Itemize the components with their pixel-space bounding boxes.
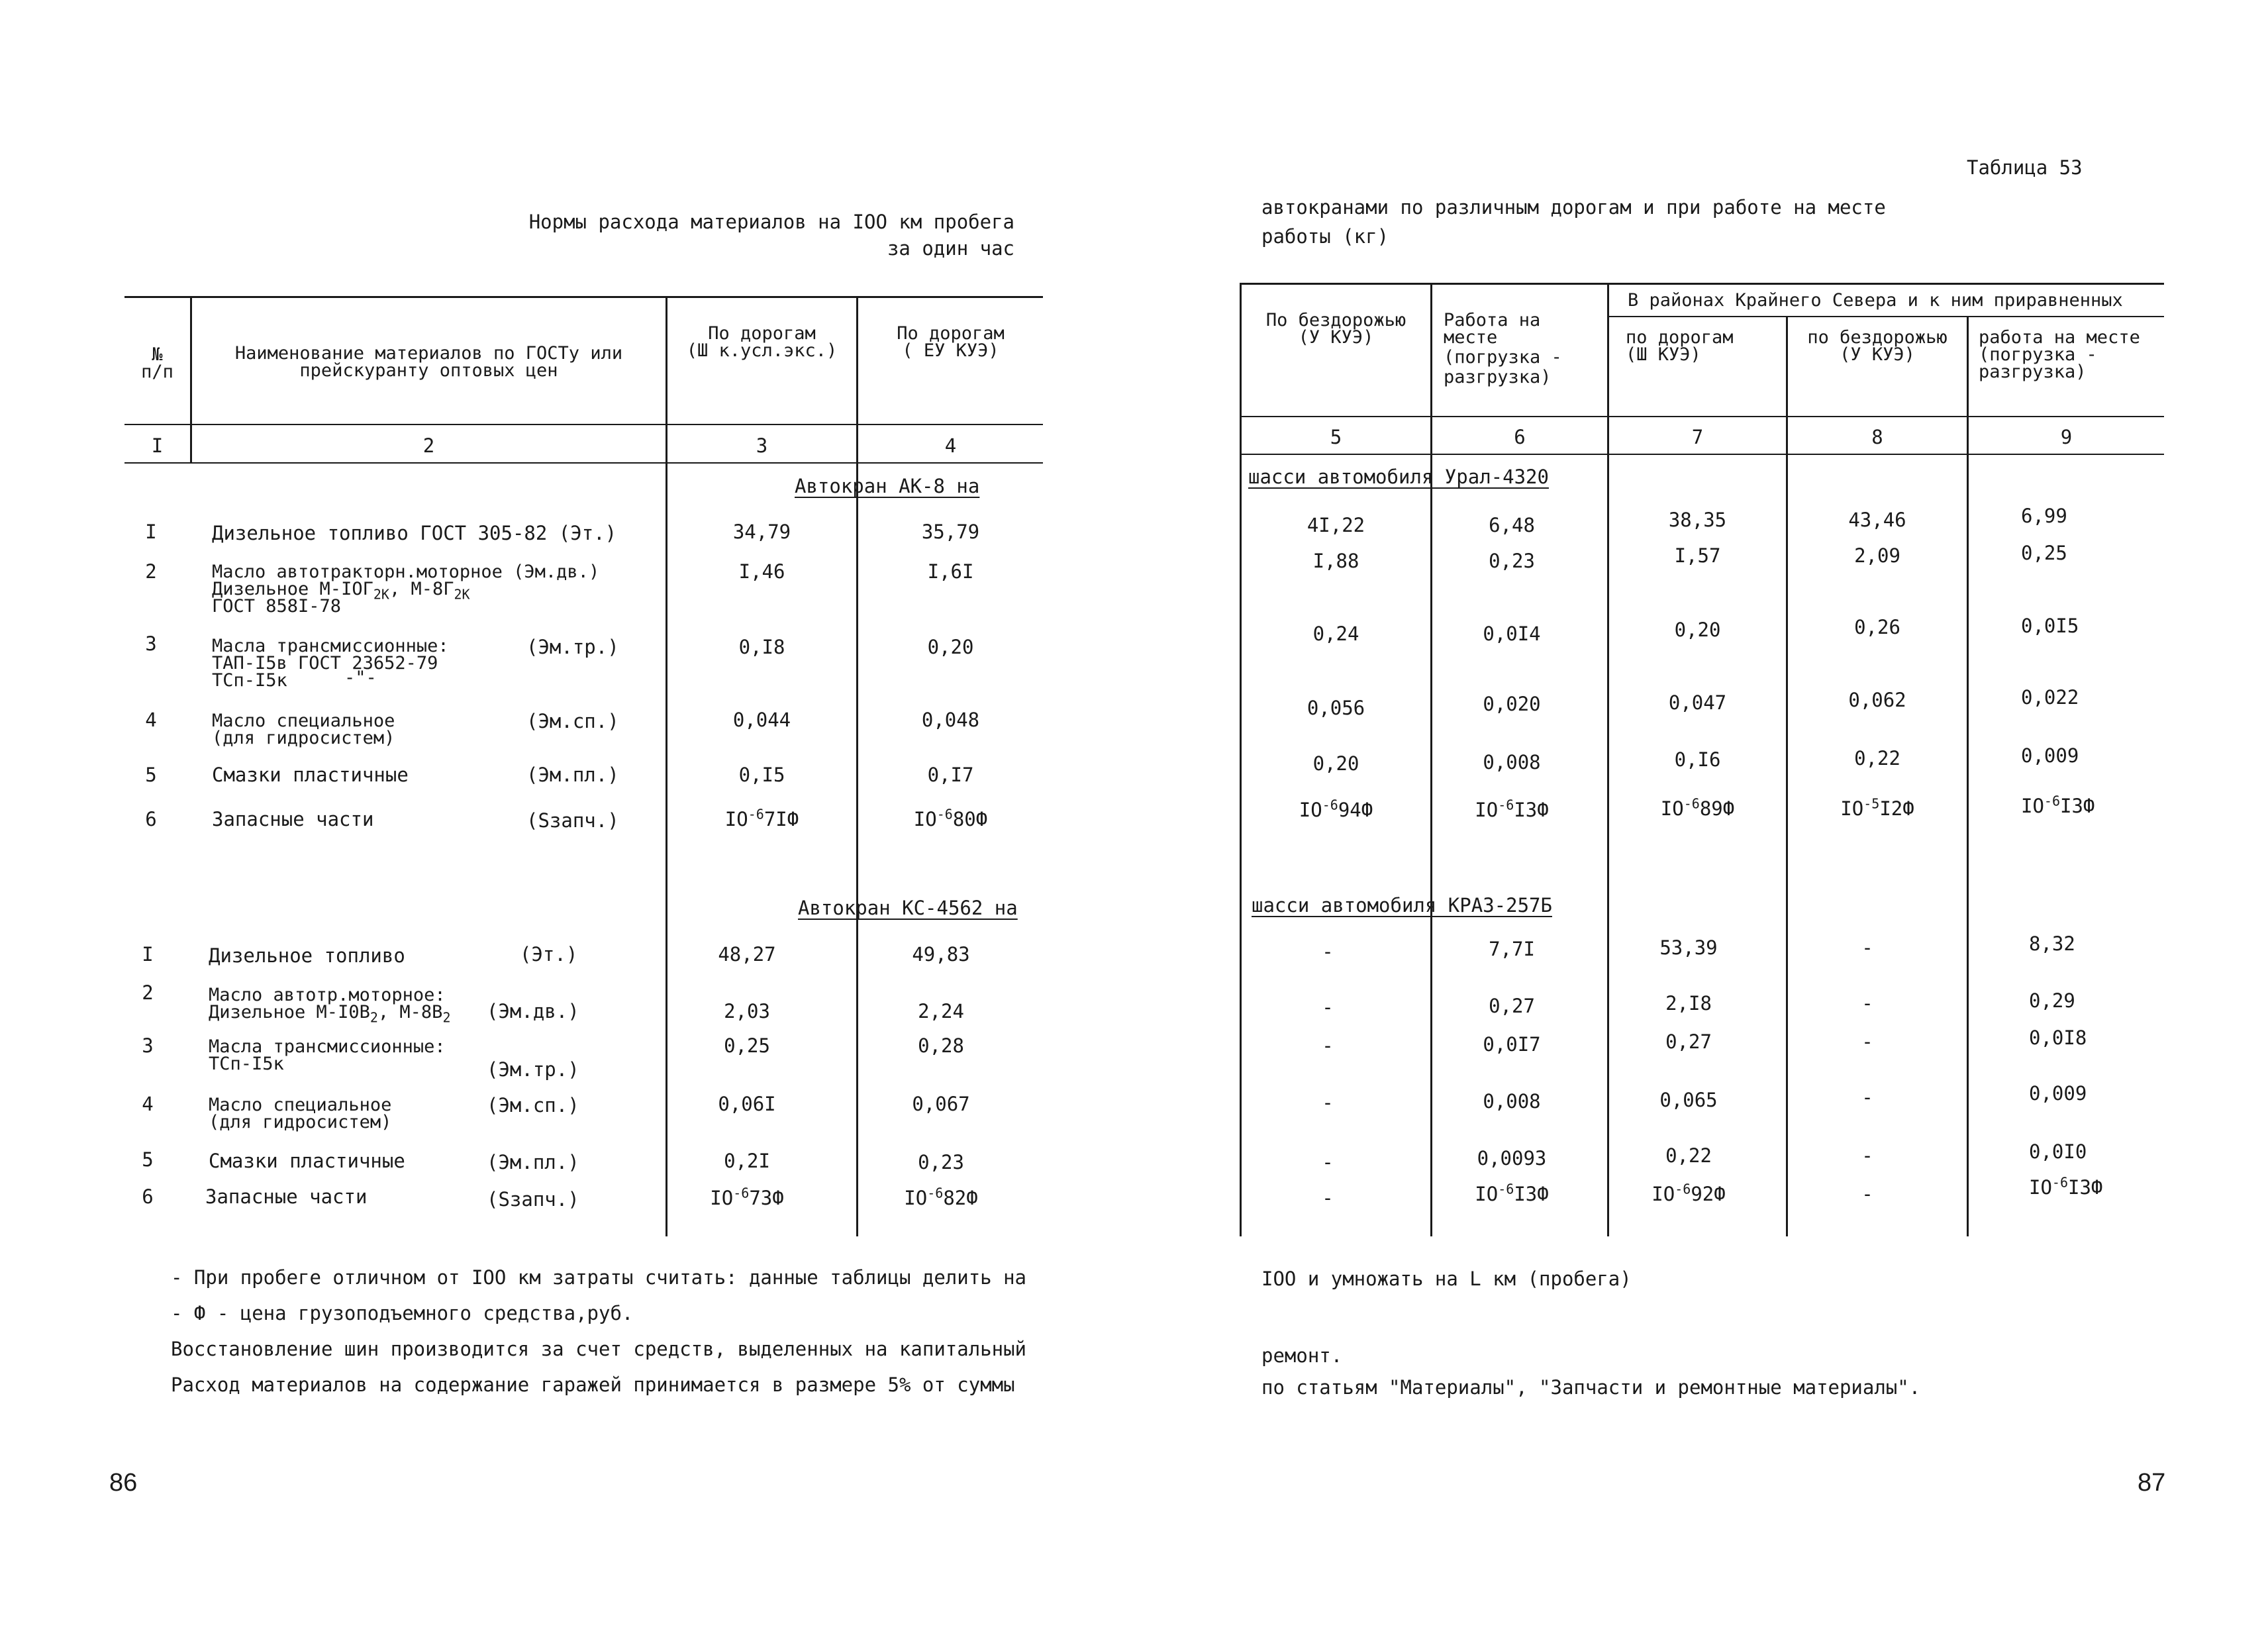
row-number: 5	[142, 1148, 154, 1171]
ditto-mark: -"-	[344, 668, 377, 688]
value-col7: 0,27	[1665, 1030, 1712, 1053]
value-col5: -	[1322, 940, 1334, 963]
material-name-line2: Дизельное $М-IОГ_{2К}$, $М-8Г_{2К}$	[212, 579, 470, 603]
note-line2: - Ф - цена грузоподъемного средства,руб.	[171, 1302, 634, 1324]
value-col5: -	[1322, 1034, 1334, 1057]
value-col5: -	[1322, 1187, 1334, 1209]
row-number: I	[145, 521, 157, 543]
row-number: 4	[142, 1093, 154, 1115]
note-line4: Расход материалов на содержание гаражей принимается в размере 5% от суммы	[171, 1373, 1015, 1396]
value-col8: -	[1861, 936, 1873, 959]
material-code: (Эм.сп.)	[526, 710, 619, 732]
section-heading-ak8: Автокран АК-8 на	[795, 475, 980, 497]
material-code: (Эм.тр.)	[526, 636, 619, 658]
value-col4: I,6I	[927, 560, 974, 583]
material-code: (Эм.тр.)	[487, 1058, 579, 1081]
value-col7: $IO^{-6}92Ф$	[1652, 1181, 1726, 1205]
material-name: Дизельное топливо ГОСТ 305-82 (Эт.)	[212, 522, 617, 544]
value-col3: 34,79	[732, 521, 791, 543]
value-col7: $IO^{-6}89Ф$	[1660, 795, 1735, 820]
header-col5-line2: (У КУЭ)	[1298, 327, 1374, 348]
header-col9-line3: разгрузка)	[1979, 362, 2087, 382]
colnum-5: 5	[1330, 426, 1342, 448]
value-col3: $IO^{-6}7IФ$	[724, 806, 799, 830]
material-name-line1: Масла трансмиссионные:	[209, 1036, 446, 1057]
header-north-group: В районах Крайнего Севера и к ним приравненных	[1628, 290, 2123, 311]
table-label: Таблица 53	[1967, 156, 2083, 179]
material-name-line3: ТСп-I5к	[212, 670, 287, 691]
value-col8: 2,09	[1854, 544, 1900, 567]
page-number-left: 86	[109, 1469, 138, 1497]
value-col4: 49,83	[912, 943, 970, 966]
header-col8-line2: (У КУЭ)	[1840, 344, 1915, 365]
material-name-line2: Дизельное $М-I0В_2$, $М-8В_2$	[209, 1002, 451, 1026]
header-col3-line2: (Ш к.усл.экс.)	[686, 340, 838, 361]
value-col8: $IO^{-5}I2Ф$	[1840, 795, 1914, 820]
material-code: (Эм.пл.)	[487, 1151, 579, 1173]
material-name-line2: (для гидросистем)	[212, 728, 395, 748]
value-col9: 8,32	[2029, 932, 2075, 955]
value-col4: 0,23	[918, 1151, 964, 1173]
note-line3: Восстановление шин производится за счет средств, выделенных на капитальный	[171, 1338, 1027, 1360]
value-col9: $IO^{-6}I3Ф$	[2029, 1174, 2103, 1199]
value-col6: 0,008	[1483, 1090, 1541, 1113]
right-top-rule	[1240, 283, 2164, 285]
value-col5: 0,24	[1312, 622, 1359, 645]
value-col3: 2,03	[724, 1000, 770, 1022]
header-name-line2: прейскуранту оптовых цен	[299, 360, 558, 381]
value-col8: 0,062	[1848, 689, 1906, 711]
value-col7: 2,I8	[1665, 992, 1712, 1015]
value-col6: 0,23	[1489, 550, 1535, 572]
value-col3: 0,2I	[724, 1150, 770, 1172]
colnum-4: 4	[944, 434, 957, 457]
value-col4: 35,79	[921, 521, 980, 543]
value-col3: I,46	[738, 560, 785, 583]
row-number: 3	[145, 632, 157, 655]
material-code: (Sзапч.)	[487, 1188, 579, 1211]
header-col6-line2: месте	[1444, 327, 1498, 348]
row-number: 6	[145, 808, 157, 830]
value-col7: 0,065	[1659, 1089, 1718, 1111]
section-heading-ural: шасси автомобиля Урал-4320	[1248, 466, 1549, 488]
header-col7-line2: (Ш КУЭ)	[1626, 344, 1701, 365]
value-col3: 0,044	[732, 709, 791, 731]
value-col6: $IO^{-6}I3Ф$	[1475, 1181, 1549, 1205]
value-col7: 0,20	[1674, 619, 1721, 641]
material-code: (Эт.)	[520, 943, 578, 966]
value-col4: 0,048	[921, 709, 980, 731]
value-col6: 0,27	[1489, 995, 1535, 1017]
value-col9: 0,022	[2021, 686, 2079, 709]
value-col3: 0,I5	[738, 764, 785, 786]
value-col5: -	[1322, 996, 1334, 1019]
section-heading-kraz: шасси автомобиля КРАЗ-257Б	[1252, 894, 1552, 917]
value-col8: 0,22	[1854, 747, 1900, 770]
material-name: Запасные части	[212, 808, 374, 830]
material-name: Смазки пластичные	[212, 764, 409, 786]
value-col6: $IO^{-6}I3Ф$	[1475, 797, 1549, 821]
value-col5: I,88	[1312, 550, 1359, 572]
value-col9: 0,0I5	[2021, 615, 2079, 637]
value-col7: 38,35	[1668, 509, 1727, 531]
value-col5: 0,056	[1307, 697, 1365, 719]
value-col9: 0,29	[2029, 989, 2075, 1012]
value-col9: 0,0I8	[2029, 1026, 2087, 1049]
header-col9-line1: работа на месте	[1979, 327, 2140, 348]
page-number-right: 87	[2138, 1469, 2166, 1497]
colnum-8: 8	[1871, 426, 1883, 448]
value-col8: -	[1861, 992, 1873, 1015]
row-number: 6	[142, 1185, 154, 1208]
material-name-line2: ТСп-I5к	[209, 1054, 284, 1074]
value-col5: -	[1322, 1151, 1334, 1173]
row-number: I	[142, 943, 154, 966]
value-col6: 0,008	[1483, 751, 1541, 773]
north-group-rule	[1607, 316, 2164, 317]
value-col9: $IO^{-6}I3Ф$	[2021, 793, 2095, 817]
header-col6-line1: Работа на	[1444, 310, 1541, 330]
material-code: (Sзапч.)	[526, 809, 619, 832]
row-number: 5	[145, 764, 157, 786]
value-col8: 43,46	[1848, 509, 1906, 531]
value-col5: -	[1322, 1091, 1334, 1114]
row-number: 2	[142, 981, 154, 1004]
header-num-line2: п/п	[141, 362, 173, 382]
value-col6: 0,0I4	[1483, 622, 1541, 645]
value-col3: 48,27	[718, 943, 776, 966]
value-col3: 0,I8	[738, 636, 785, 658]
header-col6-line3: (погрузка -	[1444, 347, 1562, 368]
value-col6: 0,0093	[1477, 1147, 1547, 1170]
material-name-line1: Масла трансмиссионные:	[212, 636, 449, 656]
header-col5-line1: По бездорожью	[1265, 310, 1406, 330]
section-heading-ks4562: Автокран КС-4562 на	[798, 897, 1018, 919]
value-col7: 53,39	[1659, 936, 1718, 959]
material-name: Запасные части	[205, 1185, 368, 1208]
material-name-line2: ТАП-I5в ГОСТ 23652-79	[212, 653, 438, 673]
right-colnum-rule	[1240, 454, 2164, 455]
material-name-line1: Масло автотр.моторное:	[209, 985, 446, 1005]
note-line1-continued: IOO и умножать на L км (пробега)	[1261, 1268, 1632, 1290]
colnum-9: 9	[2060, 426, 2073, 448]
note-line3-continued: ремонт.	[1261, 1344, 1343, 1367]
value-col5: 0,20	[1312, 752, 1359, 775]
value-col4: 0,067	[912, 1093, 970, 1115]
value-col6: 7,7I	[1489, 938, 1535, 960]
colnum-1: I	[151, 434, 164, 457]
material-name-line1: Масло специальное	[209, 1095, 392, 1115]
value-col4: 0,I7	[927, 764, 974, 786]
value-col4: $IO^{-6}82Ф$	[904, 1185, 978, 1209]
material-code: (Эм.дв.)	[487, 1000, 579, 1022]
value-col7: 0,047	[1668, 691, 1727, 714]
left-title-line2: за один час	[887, 237, 1014, 260]
header-col7-line1: по дорогам	[1626, 327, 1734, 348]
value-col3: $IO^{-6}73Ф$	[710, 1185, 784, 1209]
header-col4-line2: ( ЕУ КУЭ)	[902, 340, 999, 361]
value-col8: -	[1861, 1086, 1873, 1109]
value-col5: 4I,22	[1307, 514, 1365, 536]
header-col4-line1: По дорогам	[897, 323, 1005, 344]
header-col6-line4: разгрузка)	[1444, 367, 1552, 387]
header-col3-line1: По дорогам	[708, 323, 816, 344]
colnum-7: 7	[1691, 426, 1704, 448]
note-line4-continued: по статьям "Материалы", "Запчасти и ремонтные материалы".	[1261, 1376, 1921, 1399]
right-header-rule	[1240, 416, 2164, 417]
header-col8-line1: по бездорожью	[1807, 327, 1948, 348]
header-col9-line2: (погрузка -	[1979, 344, 2097, 365]
header-name-line1: Наименование материалов по ГОСТу или	[234, 343, 623, 364]
value-col3: 0,06I	[718, 1093, 776, 1115]
value-col9: 0,25	[2021, 542, 2067, 564]
value-col6: 0,0I7	[1483, 1033, 1541, 1056]
right-title-line2: работы (кг)	[1261, 225, 1389, 248]
row-number: 2	[145, 560, 157, 583]
right-vline-col9	[1967, 316, 1969, 1236]
header-num-line1: №	[152, 344, 163, 365]
material-name-line1: Масло специальное	[212, 711, 395, 731]
value-col4: 2,24	[918, 1000, 964, 1022]
value-col4: 0,20	[927, 636, 974, 658]
value-col3: 0,25	[724, 1034, 770, 1057]
row-number: 4	[145, 709, 157, 731]
colnum-3: 3	[756, 434, 768, 457]
value-col4: $IO^{-6}80Ф$	[913, 806, 988, 830]
material-name: Смазки пластичные	[209, 1150, 405, 1172]
value-col7: 0,22	[1665, 1144, 1712, 1167]
material-name: Дизельное топливо	[209, 944, 405, 967]
value-col7: 0,I6	[1674, 748, 1721, 771]
left-colnum-rule	[124, 462, 1043, 464]
value-col8: -	[1861, 1030, 1873, 1053]
left-header-rule	[124, 424, 1043, 425]
value-col6: 0,020	[1483, 693, 1541, 715]
value-col8: -	[1861, 1183, 1873, 1205]
value-col5: $IO^{-6}94Ф$	[1299, 797, 1373, 821]
left-title-line1: Нормы расхода материалов на IOO км пробега	[528, 211, 1014, 233]
material-name-line3: ГОСТ 858I-78	[212, 596, 342, 617]
colnum-2: 2	[422, 434, 435, 457]
material-code: (Эм.пл.)	[526, 764, 619, 786]
value-col9: 0,0I0	[2029, 1140, 2087, 1163]
value-col9: 0,009	[2029, 1082, 2087, 1105]
value-col7: I,57	[1674, 544, 1721, 567]
value-col9: 0,009	[2021, 744, 2079, 767]
material-name-line2: (для гидросистем)	[209, 1112, 392, 1132]
material-name-line1: Масло автотракторн.моторное (Эм.дв.)	[212, 562, 600, 582]
material-code: (Эм.сп.)	[487, 1094, 579, 1117]
left-top-rule	[124, 296, 1043, 298]
colnum-6: 6	[1514, 426, 1526, 448]
value-col6: 6,48	[1489, 514, 1535, 536]
value-col8: 0,26	[1854, 616, 1900, 638]
value-col8: -	[1861, 1144, 1873, 1167]
row-number: 3	[142, 1034, 154, 1057]
value-col4: 0,28	[918, 1034, 964, 1057]
value-col9: 6,99	[2021, 505, 2067, 527]
right-title-line1: автокранами по различным дорогам и при работе на месте	[1261, 196, 1886, 219]
note-line1: - При пробеге отличном от IOO км затраты считать: данные таблицы делить на	[171, 1266, 1027, 1289]
